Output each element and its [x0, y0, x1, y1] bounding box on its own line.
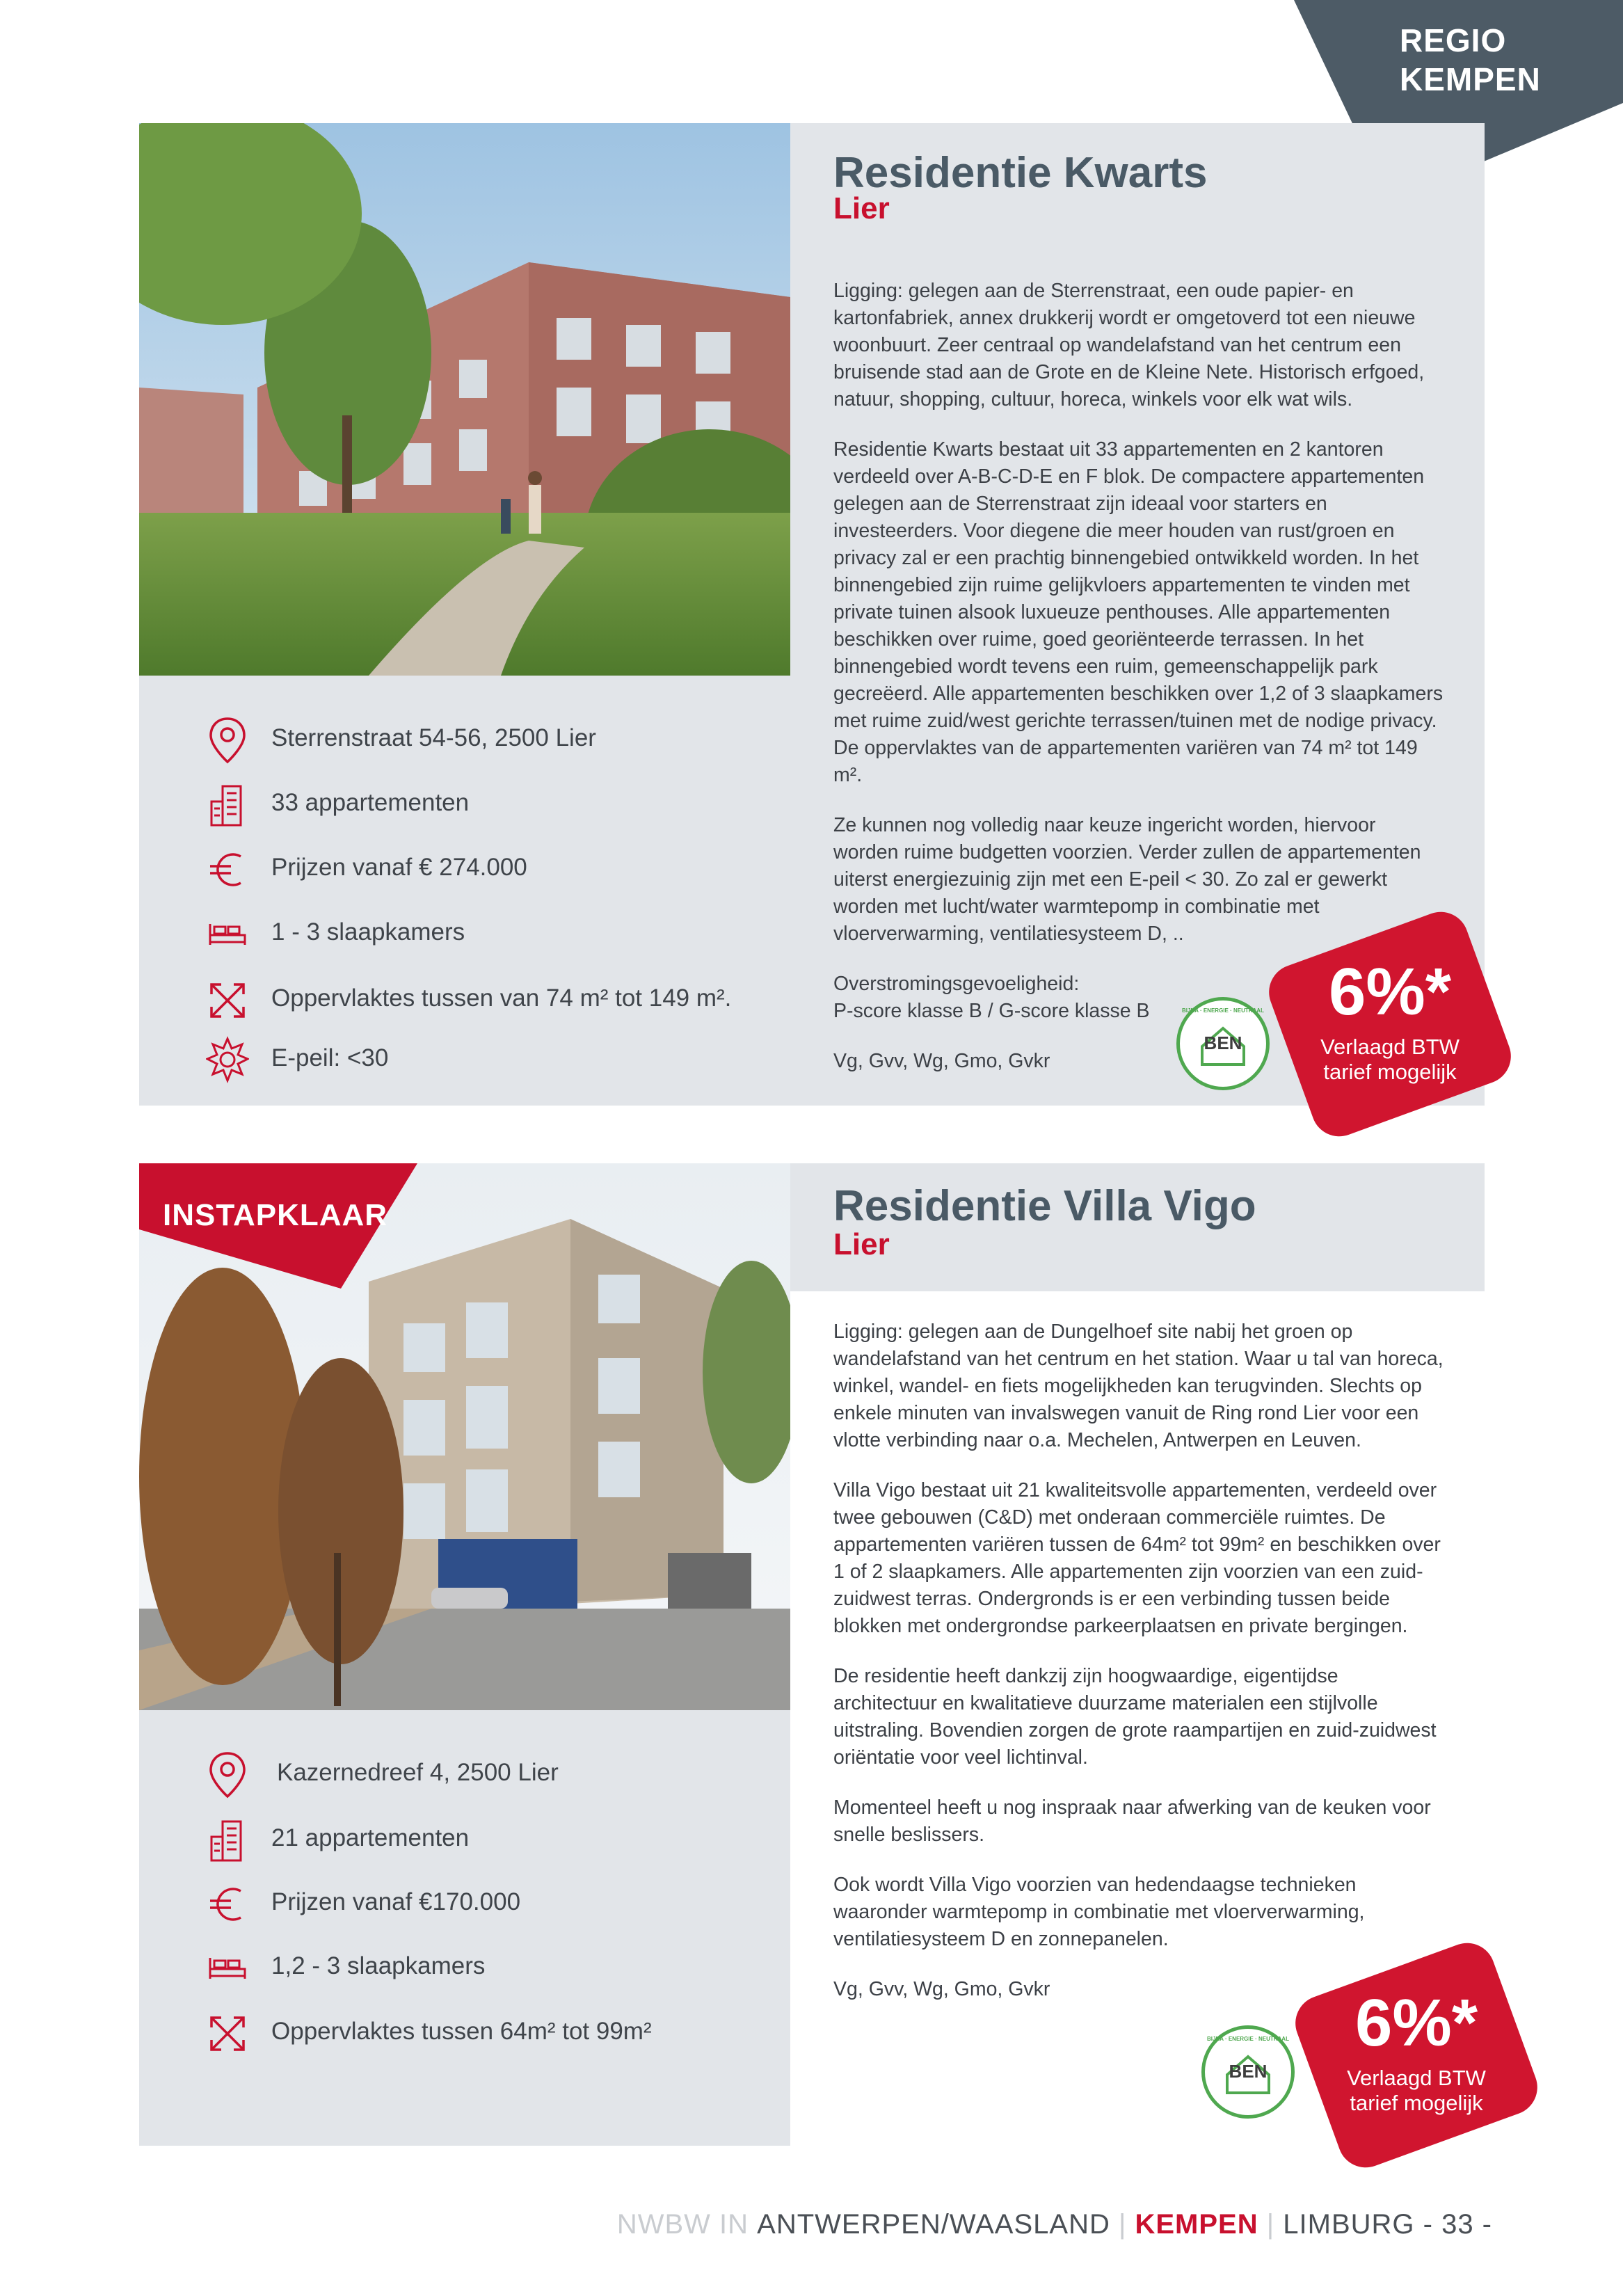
fact-text: Oppervlaktes tussen van 74 m² tot 149 m². [271, 984, 732, 1012]
description-paragraph: Momenteel heeft u nog inspraak naar afwerking van de keuken voor snelle beslissers. [833, 1796, 1431, 1846]
expand-arrows-icon [206, 2009, 249, 2058]
location-pin-icon [206, 1751, 249, 1799]
bed-icon [206, 1944, 249, 1993]
fact-text: Prijzen vanaf € 274.000 [271, 854, 527, 881]
euro-icon [206, 1880, 249, 1929]
instapklaar-label: INSTAPKLAAR [163, 1198, 388, 1232]
btw-line-2: tarief mogelijk [1350, 2091, 1483, 2115]
fact-text: Prijzen vanaf €170.000 [271, 1888, 521, 1915]
ben-text: BEN [1229, 2061, 1268, 2082]
fact-row [139, 1880, 790, 1929]
project-2-facts [139, 1710, 790, 2146]
description-paragraph: Ze kunnen nog volledig naar keuze ingericht worden, hiervoor worden ruime budgetten voorzien. Verder zullen de appartementen uiterst energiezuinig zijn met een E-peil < 30. Zo zal er gewerkt worden met lucht/water warmtepomp in combinatie met vloerverwarming, ventilatiesysteem D, .. [833, 814, 1421, 945]
description-paragraph: Ligging: gelegen aan de Dungelhoef site nabij het groen op wandelafstand van het centrum en het station. Waar u tal van horeca, winkel, wandel- en fiets mogelijkheden kan terugvinden. Slechts op enkele minuten van invalswegen vanuit de Ring rond Lier voor een vlotte verbinding naar o.a. Mechelen, Antwerpen en Leuven. [833, 1321, 1444, 1451]
region-line-2: KEMPEN [1400, 61, 1541, 97]
project-title: Residentie Kwarts [833, 149, 1208, 197]
sun-leaf-icon [206, 1036, 249, 1085]
instapklaar-ribbon [139, 1163, 417, 1289]
flood-risk-note: Overstromingsgevoeligheid: P-score klasse B / G-score klasse B [833, 973, 1150, 1022]
fact-row [139, 2009, 790, 2058]
footer-region-limburg: LIMBURG [1283, 2208, 1415, 2240]
building-icon [206, 1816, 249, 1865]
description-paragraph: De residentie heeft dankzij zijn hoogwaardige, eigentijdse architectuur en kwalitatieve duurzame materialen een stijlvolle uitstraling. Bovendien zorgen de grote raampartijen en zuid-zuidwest oriëntatie voor veel lichtinval. [833, 1665, 1437, 1769]
ben-label-badge [1201, 2025, 1295, 2119]
fact-row [139, 1751, 790, 1799]
footer-separator: | [1118, 2208, 1127, 2240]
residential-courtyard-image [139, 123, 790, 676]
legal-codes: Vg, Gvv, Wg, Gmo, Gvkr [833, 1050, 1050, 1072]
fact-row [139, 781, 790, 829]
project-city: Lier [833, 1227, 890, 1261]
fact-row [139, 976, 790, 1025]
description-paragraph: Ook wordt Villa Vigo voorzien van hedendaagse technieken waaronder warmtepomp in combinatie met vloerverwarming, ventilatiesysteem D en zonnepanelen. [833, 1874, 1365, 1950]
region-label [1400, 21, 1541, 99]
ben-text: BEN [1204, 1033, 1242, 1053]
footer-prefix: NWBW IN [616, 2208, 749, 2240]
page-footer [617, 2208, 1492, 2240]
btw-badge [1261, 904, 1519, 1144]
fact-text: Oppervlaktes tussen 64m² tot 99m² [271, 2018, 652, 2045]
fact-text: 1,2 - 3 slaapkamers [271, 1952, 486, 1979]
building-icon [206, 781, 249, 829]
page-number: - 33 - [1423, 2208, 1492, 2240]
btw-badge [1288, 1935, 1545, 2175]
fact-row [139, 716, 790, 765]
btw-line-1: Verlaagd BTW [1347, 2066, 1486, 2090]
project-2-description [833, 1318, 1446, 2026]
expand-arrows-icon [206, 976, 249, 1025]
fact-text: 33 appartementen [271, 789, 470, 816]
fact-text: Kazernedreef 4, 2500 Lier [277, 1759, 559, 1786]
fact-text: 1 - 3 slaapkamers [271, 918, 465, 946]
fact-row [139, 1944, 790, 1993]
location-pin-icon [206, 716, 249, 765]
btw-percentage: 6%* [1328, 955, 1452, 1029]
fact-text: Sterrenstraat 54-56, 2500 Lier [271, 724, 596, 751]
ben-label-badge [1176, 997, 1270, 1090]
ben-ring-text: BIJNA · ENERGIE · NEUTRAAL [1182, 1007, 1264, 1014]
btw-line-1: Verlaagd BTW [1320, 1035, 1460, 1059]
project-1-facts [139, 676, 790, 1106]
legal-codes: Vg, Gvv, Wg, Gmo, Gvkr [833, 1978, 1050, 2000]
description-paragraph: Residentie Kwarts bestaat uit 33 appartementen en 2 kantoren verdeeld over A-B-C-D-E en F blok. De compactere appartementen gelegen aan de Sterrenstraat zijn ideaal voor starters en investeerders. Voor diegene die meer houden van rust/groen en privacy zal er een prachtig binnengebied ontwikkeld worden. In het binnengebied zijn ruime gelijkvloers appartementen te vinden met private tuinen alsook luxueuze penthouses. Alle appartementen beschikken over ruime, goed georiënteerde terrassen. In het binnengebied wordt tevens een ruim, gemeenschappelijk park gecreëerd. Alle appartementen beschikken over 1,2 of 3 slaapkamers met ruime zuid/west gerichte terrassen/tuinen met de nodige privacy. De oppervlaktes van de appartementen variëren van 74 m² tot 149 m². [833, 438, 1444, 786]
project-title: Residentie Villa Vigo [833, 1182, 1256, 1230]
footer-separator: | [1266, 2208, 1275, 2240]
project-1-photo [139, 123, 790, 676]
fact-text: 21 appartementen [271, 1824, 470, 1851]
btw-line-2: tarief mogelijk [1323, 1060, 1457, 1084]
description-paragraph: Villa Vigo bestaat uit 21 kwaliteitsvolle appartementen, verdeeld over twee gebouwen (C&D) met onderaan commerciële ruimtes. De appartementen variëren tussen de 64m² tot 99m² en beschikken over 1 of 2 slaapkamers. Alle appartementen zijn voorzien van een zuid-zuidwest terras. Ondergronds is er een verbinding tussen beide blokken met ondergrondse parkeerplaatsen en private bergingen. [833, 1479, 1441, 1637]
project-2-title-band [790, 1163, 1485, 1291]
euro-icon [206, 845, 249, 894]
fact-row [139, 1036, 790, 1085]
footer-region-antwerpen: ANTWERPEN/WAASLAND [757, 2208, 1110, 2240]
project-city: Lier [833, 191, 890, 225]
fact-text: E-peil: <30 [271, 1044, 389, 1071]
region-line-1: REGIO [1400, 22, 1507, 58]
btw-percentage: 6%* [1354, 1986, 1478, 2060]
ben-ring-text: BIJNA · ENERGIE · NEUTRAAL [1207, 2036, 1289, 2042]
description-paragraph: Ligging: gelegen aan de Sterrenstraat, een oude papier- en kartonfabriek, annex drukkerij wordt er omgetoverd tot een nieuwe woonbuurt. Zeer centraal op wandelafstand van het centrum een bruisende stad aan de Grote en de Kleine Nete. Historisch erfgoed, natuur, shopping, cultuur, horeca, winkels voor elk wat wils. [833, 280, 1425, 410]
fact-row [139, 1816, 790, 1865]
bed-icon [206, 910, 249, 959]
fact-row [139, 910, 790, 959]
fact-row [139, 845, 790, 894]
footer-region-kempen: KEMPEN [1135, 2208, 1258, 2240]
